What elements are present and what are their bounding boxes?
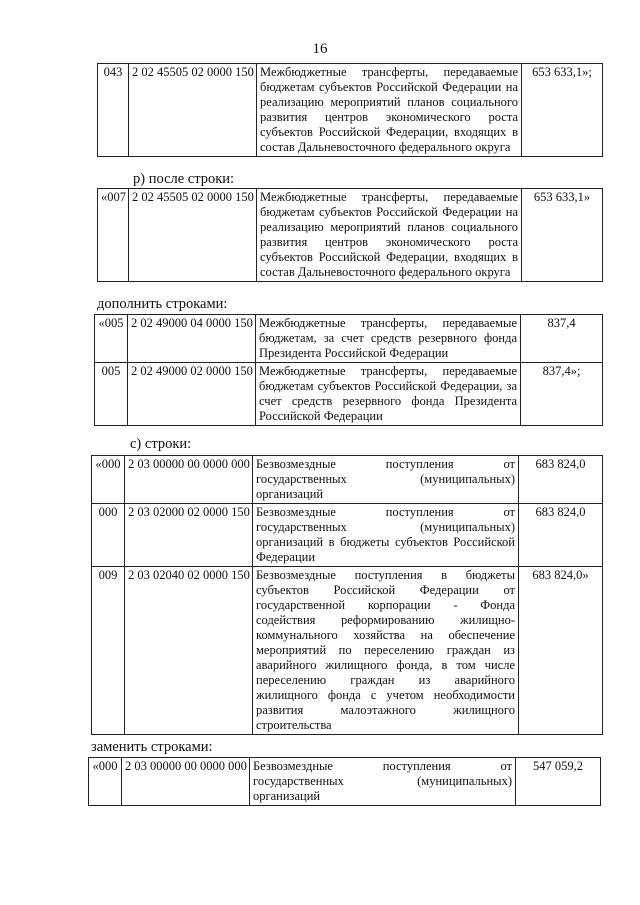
amount-cell: 653 633,1»; [522,64,603,157]
budget-code-cell: 2 02 45505 02 0000 150 [129,64,257,157]
admin-code-cell: 043 [98,64,129,157]
description-cell: Межбюджетные трансферты, передаваемые бюджетам субъектов Российской Федерации на реализацию мероприятий планов социального развития центров экономического роста субъектов Российской Федерации, входящих в состав Дальневосточного федерального округа [257,64,522,157]
table-row [98,189,603,282]
amendment-table-3 [94,314,603,426]
table-row [92,504,603,567]
description-cell: Безвозмездные поступления в бюджеты субъектов Российской Федерации от государственной корпорации - Фонда содействия реформированию жилищно-коммунального хозяйства на обеспечение мероприятий по переселению граждан из аварийного жилищного фонда, в том числе переселению граждан из аварийного жилищного фонда с учетом необходимости развития малоэтажного жилищного строительства [253,567,519,735]
amount-cell: 547 059,2 [516,758,601,806]
description-cell: Межбюджетные трансферты, передаваемые бюджетам субъектов Российской Федерации на реализацию мероприятий планов социального развития центров экономического роста субъектов Российской Федерации, входящих в состав Дальневосточного федерального округа [257,189,522,282]
description-cell: Межбюджетные трансферты, передаваемые бюджетам субъектов Российской Федерации, за счет средств резервного фонда Президента Российской Федерации [256,363,521,426]
admin-code-cell: 000 [92,504,125,567]
budget-code-cell: 2 03 00000 00 0000 000 [125,456,253,504]
budget-code-cell: 2 03 02000 02 0000 150 [125,504,253,567]
amount-cell: 683 824,0 [519,504,603,567]
amendment-table-1 [97,63,603,157]
table-row [92,567,603,735]
description-cell: Безвозмездные поступления от государственных (муниципальных) организаций [250,758,516,806]
amount-cell: 837,4»; [521,363,603,426]
amount-cell: 683 824,0 [519,456,603,504]
amount-cell: 653 633,1» [522,189,603,282]
table-row [95,315,603,363]
section-heading: заменить строками: [91,739,213,755]
admin-code-cell: 009 [92,567,125,735]
budget-code-cell: 2 02 49000 04 0000 150 [128,315,256,363]
table-row [92,456,603,504]
section-heading: р) после строки: [133,171,235,187]
amendment-table-4 [91,455,603,735]
admin-code-cell: «007 [98,189,129,282]
section-heading: с) строки: [130,436,192,452]
description-cell: Безвозмездные поступления от государственных (муниципальных) организаций в бюджеты субъектов Российской Федерации [253,504,519,567]
admin-code-cell: «005 [95,315,128,363]
table-row [98,64,603,157]
table-row [89,758,601,806]
description-cell: Безвозмездные поступления от государственных (муниципальных) организаций [253,456,519,504]
budget-code-cell: 2 03 02040 02 0000 150 [125,567,253,735]
amount-cell: 837,4 [521,315,603,363]
table-row [95,363,603,426]
admin-code-cell: «000 [92,456,125,504]
budget-code-cell: 2 02 49000 02 0000 150 [128,363,256,426]
amount-cell: 683 824,0» [519,567,603,735]
amendment-table-5 [88,757,601,806]
budget-code-cell: 2 02 45505 02 0000 150 [129,189,257,282]
description-cell: Межбюджетные трансферты, передаваемые бюджетам, за счет средств резервного фонда Президента Российской Федерации [256,315,521,363]
admin-code-cell: 005 [95,363,128,426]
section-heading: дополнить строками: [97,296,228,312]
page-number: 16 [312,41,328,57]
budget-code-cell: 2 03 00000 00 0000 000 [122,758,250,806]
admin-code-cell: «000 [89,758,122,806]
amendment-table-2 [97,188,603,282]
